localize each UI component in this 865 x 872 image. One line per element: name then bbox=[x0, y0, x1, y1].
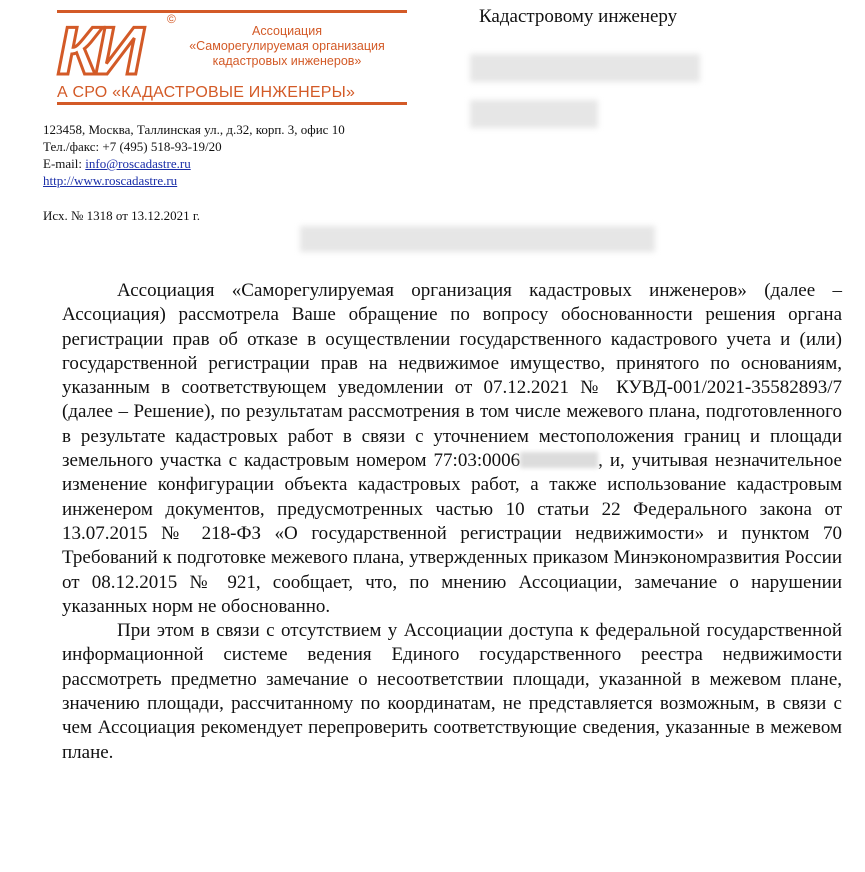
website-line bbox=[43, 172, 345, 189]
logo-line-2: «Саморегулируемая организация bbox=[189, 39, 385, 53]
email-label: E-mail: bbox=[43, 156, 86, 171]
redacted-cadastral-number bbox=[520, 452, 598, 468]
logo-monogram: КИ bbox=[57, 13, 140, 89]
logo-line-3: кадастровых инженеров» bbox=[212, 54, 362, 68]
postal-address: 123458, Москва, Таллинская ул., д.32, корп. 3, офис 10 bbox=[43, 122, 345, 137]
website-link[interactable]: http://www.roscadastre.ru bbox=[43, 173, 178, 188]
email-link[interactable]: info@roscadastre.ru bbox=[85, 156, 191, 171]
paragraph-1 bbox=[62, 279, 842, 619]
logo-name bbox=[167, 24, 407, 69]
email-line bbox=[43, 155, 345, 172]
contact-block bbox=[43, 121, 345, 189]
copyright-mark: © bbox=[167, 12, 176, 26]
outgoing-number: Исх. № 1318 от 13.12.2021 г. bbox=[43, 208, 201, 223]
redacted-name bbox=[470, 54, 700, 82]
letter-body bbox=[62, 279, 842, 765]
association-logo bbox=[57, 10, 407, 104]
redacted-subject bbox=[300, 226, 655, 252]
addressee: Кадастровому инженеру bbox=[479, 6, 678, 27]
logo-line-1: Ассоциация bbox=[252, 24, 322, 38]
paragraph-1-part-b: , и, учитывая незначительное изменение конфигурации объекта кадастровых работ, а также использование кадастровым инженером документов, предусмотренных частью 10 статьи 22 Федерального закона от 13.07.2015 № 218-ФЗ «О государственной регистрации недвижимости» и пунктом 70 Требований к подготовке межевого плана, утвержденных приказом Минэкономразвития России от 08.12.2015 № 921, сообщает, что, по мнению Ассоциации, замечание о нарушении указанных норм не обоснованно. bbox=[62, 450, 842, 617]
paragraph-2: При этом в связи с отсутствием у Ассоциации доступа к федеральной государственной информационной системе ведения Единого государственного реестра недвижимости рассмотреть предметно замечание о несоответствии площади, указанной в межевом плане, значению площади, рассчитанному по координатам, не представляется возможным, в связи с чем Ассоциация рекомендует перепроверить соответствующие сведения, указанные в межевом плане. bbox=[62, 620, 842, 763]
phone-fax: Тел./факс: +7 (495) 518-93-19/20 bbox=[43, 139, 222, 154]
paragraph-1-part-a: Ассоциация «Саморегулируемая организация кадастровых инженеров» (далее – Ассоциация) рассмотрела Ваше обращение по вопросу обоснованности решения органа регистрации прав об отказе в осуществлении государственного кадастрового учета и (или) государственной регистрации прав на недвижимое имущество, принятого по основаниям, указанным в соответствующем уведомлении от 07.12.2021 № КУВД-001/2021-35582893/7 (далее – Решение), по результатам рассмотрения в том числе межевого плана, подготовленного в результате кадастровых работ в связи с уточнением местоположения границ и площади земельного участка с кадастровым номером 77:03:0006 bbox=[62, 280, 842, 472]
logo-bottom-rule bbox=[57, 102, 407, 105]
logo-sro-line: А СРО «КАДАСТРОВЫЕ ИНЖЕНЕРЫ» bbox=[57, 84, 356, 101]
redacted-initials bbox=[470, 100, 598, 128]
